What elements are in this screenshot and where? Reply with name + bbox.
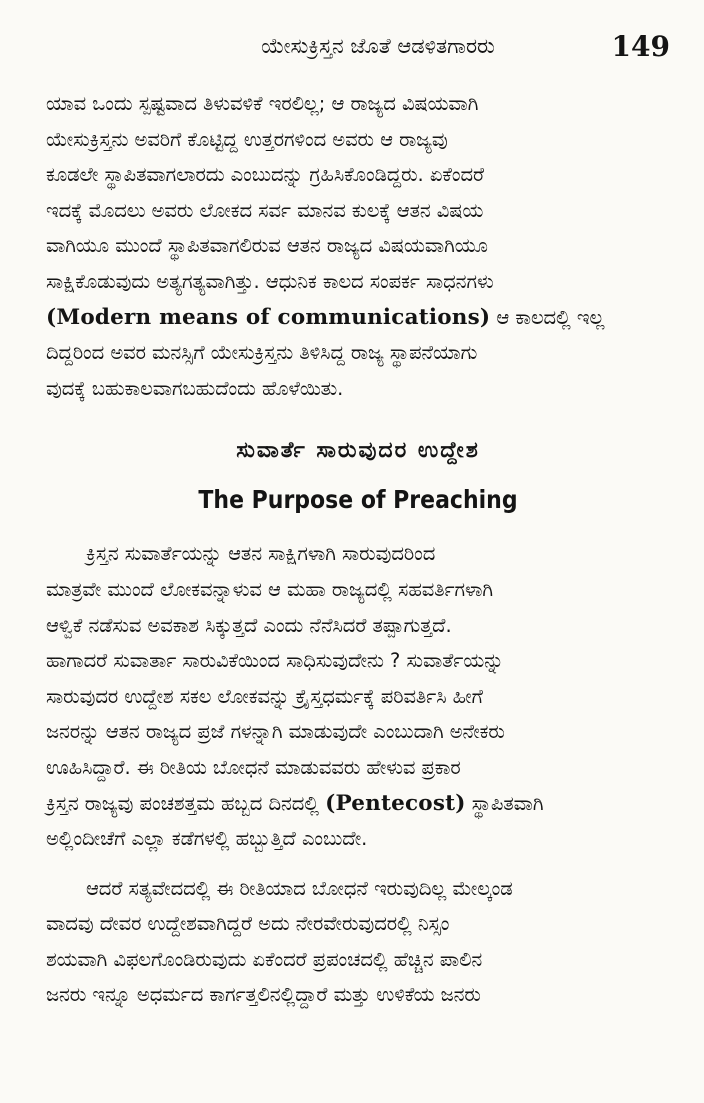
text-line: ದಿದ್ದರಿಂದ ಅವರ ಮನಸ್ಸಿಗೆ ಯೇಸುಕ್ರಿಸ್ತನು ತಿಳಿಸಿದ್ದ ರಾಜ್ಯ ಸ್ಥಾಪನೆಯಾಗು	[46, 341, 478, 365]
text-line: ಶಯವಾಗಿ ವಿಫಲಗೊಂಡಿರುವುದು ಏಕೆಂದರೆ ಪ್ರಪಂಚದಲ್ಲಿ ಹೆಚ್ಚಿನ ಪಾಲಿನ	[46, 947, 483, 971]
english-phrase: (Pentecost)	[325, 790, 466, 816]
text-line: ಆದರೆ ಸತ್ಯವೇದದಲ್ಲಿ ಈ ರೀತಿಯಾದ ಬೋಧನೆ ಇರುವುದಿಲ್ಲ ಮೇಲ್ಕಂಡ	[86, 876, 513, 900]
text-line: ಮಾತ್ರವೇ ಮುಂದೆ ಲೋಕವನ್ನಾಳುವ ಆ ಮಹಾ ರಾಜ್ಯದಲ್ಲಿ ಸಹವರ್ತಿಗಳಾಗಿ	[46, 577, 494, 601]
text-line: ಊಹಿಸಿದ್ದಾರೆ. ಈ ರೀತಿಯ ಬೋಧನೆ ಮಾಡುವವರು ಹೇಳುವ ಪ್ರಕಾರ	[46, 755, 461, 779]
paragraph-2	[46, 536, 670, 856]
text-line	[46, 786, 670, 822]
text-line: ಜನರನ್ನು ಆತನ ರಾಜ್ಯದ ಪ್ರಜೆ ಗಳನ್ನಾಗಿ ಮಾಡುವುದೇ ಎಂಬುದಾಗಿ ಅನೇಕರು	[46, 720, 505, 744]
page-header	[46, 30, 670, 86]
running-title: ಯೇಸುಕ್ರಿಸ್ತನ ಜೊತೆ ಆಡಳಿತಗಾರರು	[261, 34, 495, 58]
paragraph-3	[46, 871, 670, 1013]
text-fragment: ಸ್ಥಾಪಿತವಾಗಿ	[465, 791, 544, 815]
section-heading-english: The Purpose of Preaching	[198, 485, 518, 515]
text-line: ಹಾಗಾದರೆ ಸುವಾರ್ತಾ ಸಾರುವಿಕೆಯಿಂದ ಸಾಧಿಸುವುದೇನು ? ಸುವಾರ್ತೆಯನ್ನು	[46, 649, 504, 673]
text-line: ಸಾರುವುದರ ಉದ್ದೇಶ ಸಕಲ ಲೋಕವನ್ನು ಕ್ರೈಸ್ತಧರ್ಮಕ್ಕೆ ಪರಿವರ್ತಿಸಿ ಹೀಗೆ	[46, 684, 483, 708]
text-line: ವುದಕ್ಕೆ ಬಹುಕಾಲವಾಗಬಹುದೆಂದು ಹೊಳೆಯಿತು.	[46, 376, 344, 400]
text-line: ಸಾಕ್ಷಿಕೊಡುವುದು ಅತ್ಯಗತ್ಯವಾಗಿತ್ತು. ಆಧುನಿಕ ಕಾಲದ ಸಂಪರ್ಕ ಸಾಧನಗಳು	[46, 269, 494, 293]
english-phrase: (Modern means of communications)	[46, 304, 491, 330]
text-fragment: ಆ ಕಾಲದಲ್ಲಿ ಇಲ್ಲ	[490, 305, 605, 329]
text-line: ಯಾವ ಒಂದು ಸ್ಪಷ್ಟವಾದ ತಿಳುವಳಿಕೆ ಇರಲಿಲ್ಲ; ಆ ರಾಜ್ಯದ ವಿಷಯವಾಗಿ	[46, 92, 479, 115]
text-line: ಅಲ್ಲಿಂದೀಚೆಗೆ ಎಲ್ಲಾ ಕಡೆಗಳಲ್ಲಿ ಹಬ್ಬುತ್ತಿದೆ ಎಂಬುದೇ.	[46, 827, 368, 851]
text-line: ಯೇಸುಕ್ರಿಸ್ತನು ಅವರಿಗೆ ಕೊಟ್ಟಿದ್ದ ಉತ್ತರಗಳಿಂದ ಅವರು ಆ ರಾಜ್ಯವು	[46, 127, 448, 151]
text-line: ಆಳ್ವಿಕೆ ನಡೆಸುವ ಅವಕಾಶ ಸಿಕ್ಕುತ್ತದೆ ಎಂದು ನೆನೆಸಿದರೆ ತಪ್ಪಾಗುತ್ತದೆ.	[46, 613, 452, 637]
text-line: ಕೂಡಲೇ ಸ್ಥಾಪಿತವಾಗಲಾರದು ಎಂಬುದನ್ನು ಗ್ರಹಿಸಿಕೊಂಡಿದ್ದರು. ಏಕೆಂದರೆ	[46, 163, 485, 187]
text-line: ಜನರು ಇನ್ನೂ ಅಧರ್ಮದ ಕಾರ್ಗತ್ತಲಿನಲ್ಲಿದ್ದಾರೆ ಮತ್ತು ಉಳಿಕೆಯ ಜನರು	[46, 983, 481, 1007]
text-line: ವಾದವು ದೇವರ ಉದ್ದೇಶವಾಗಿದ್ದರೆ ಅದು ನೇರವೇರುವುದರಲ್ಲಿ ನಿಸ್ಸಂ	[46, 912, 450, 936]
text-line: ಇದಕ್ಕೆ ಮೊದಲು ಅವರು ಲೋಕದ ಸರ್ವ ಮಾನವ ಕುಲಕ್ಕೆ ಆತನ ವಿಷಯ	[46, 198, 484, 222]
paragraph-1	[46, 86, 670, 406]
text-fragment: ಕ್ರಿಸ್ತನ ರಾಜ್ಯವು ಪಂಚಶತ್ತಮ ಹಬ್ಬದ ದಿನದಲ್ಲಿ	[46, 791, 326, 815]
page-number: 149	[611, 30, 670, 63]
text-line: ಕ್ರಿಸ್ತನ ಸುವಾರ್ತೆಯನ್ನು ಆತನ ಸಾಕ್ಷಿಗಳಾಗಿ ಸಾರುವುದರಿಂದ	[86, 542, 436, 566]
section-heading-kannada: ಸುವಾರ್ತೆ ಸಾರುವುದರ ಉದ್ದೇಶ	[236, 438, 480, 464]
text-line: ವಾಗಿಯೂ ಮುಂದೆ ಸ್ಥಾಪಿತವಾಗಲಿರುವ ಆತನ ರಾಜ್ಯದ ವಿಷಯವಾಗಿಯೂ	[46, 234, 488, 258]
text-line	[46, 300, 670, 336]
